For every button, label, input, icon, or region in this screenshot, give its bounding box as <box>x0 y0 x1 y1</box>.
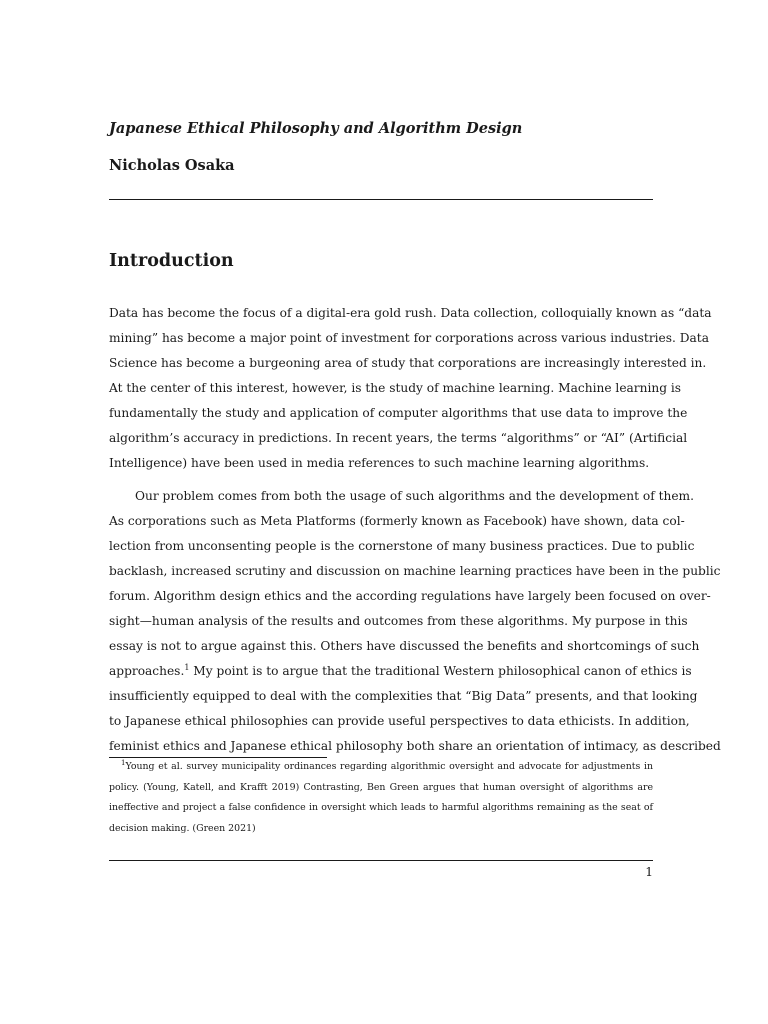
paragraph-line: sight—human analysis of the results and outcomes from these algorithms. My purpose in this <box>109 614 688 628</box>
paragraph-1 <box>109 301 712 476</box>
document-author: Nicholas Osaka <box>109 157 235 174</box>
header-rule <box>109 199 653 200</box>
paragraph-line: to Japanese ethical philosophies can provide useful perspectives to data ethicists. In addition, <box>109 714 690 728</box>
footnote-marker: 1 <box>121 759 126 767</box>
footer-rule <box>109 860 653 861</box>
section-heading: Introduction <box>109 251 234 271</box>
footnote-line: ineffective and project a false confidence in oversight which leads to harmful algorithms remaining as the seat of <box>109 802 653 813</box>
paragraph-line: Data has become the focus of a digital-era gold rush. Data collection, colloquially known as “data <box>109 306 712 320</box>
paragraph-line: fundamentally the study and application of computer algorithms that use data to improve the <box>109 406 688 420</box>
footnote-line: decision making. (Green 2021) <box>109 822 256 834</box>
paragraph-2 <box>109 484 721 759</box>
paragraph-line: essay is not to argue against this. Others have discussed the benefits and shortcomings of such <box>109 639 700 653</box>
paragraph-line: mining” has become a major point of investment for corporations across various industries. Data <box>109 331 709 345</box>
paragraph-line: forum. Algorithm design ethics and the according regulations have largely been focused on over- <box>109 589 711 603</box>
paragraph-line: As corporations such as Meta Platforms (formerly known as Facebook) have shown, data col- <box>109 514 685 528</box>
paragraph-line: backlash, increased scrutiny and discussion on machine learning practices have been in the public <box>109 564 721 578</box>
line-text: My point is to argue that the traditional Western philosophical canon of ethics is <box>189 664 692 678</box>
footnote-line: policy. (Young, Katell, and Krafft 2019) Contrasting, Ben Green argues that human oversight of algorithms are <box>109 781 653 793</box>
paragraph-line: insufficiently equipped to deal with the complexities that “Big Data” presents, and that looking <box>109 689 698 703</box>
paragraph-line: Intelligence) have been used in media references to such machine learning algorithms. <box>109 456 650 470</box>
footnote <box>109 757 653 839</box>
document-page <box>109 0 721 1024</box>
line-text: approaches. <box>109 664 185 678</box>
paragraph-line-with-footnote <box>109 659 692 684</box>
paragraph-line: At the center of this interest, however, is the study of machine learning. Machine learning is <box>109 381 682 395</box>
paragraph-line: Our problem comes from both the usage of such algorithms and the development of them. <box>135 489 694 503</box>
footnote-line <box>109 757 653 778</box>
paragraph-line: algorithm’s accuracy in predictions. In recent years, the terms “algorithms” or “AI” (Artificial <box>109 431 688 445</box>
paragraph-line: lection from unconsenting people is the cornerstone of many business practices. Due to public <box>109 539 695 553</box>
paragraph-line: Science has become a burgeoning area of study that corporations are increasingly interested in. <box>109 356 707 370</box>
footnote-reference[interactable]: 1 <box>184 663 190 672</box>
document-title: Japanese Ethical Philosophy and Algorithm Design <box>109 120 523 137</box>
paragraph-line: feminist ethics and Japanese ethical philosophy both share an orientation of intimacy, as described <box>109 739 721 753</box>
footnote-text: Young et al. survey municipality ordinances regarding algorithmic oversight and advocate for adjustments in <box>125 761 653 772</box>
page-number: 1 <box>645 865 653 879</box>
